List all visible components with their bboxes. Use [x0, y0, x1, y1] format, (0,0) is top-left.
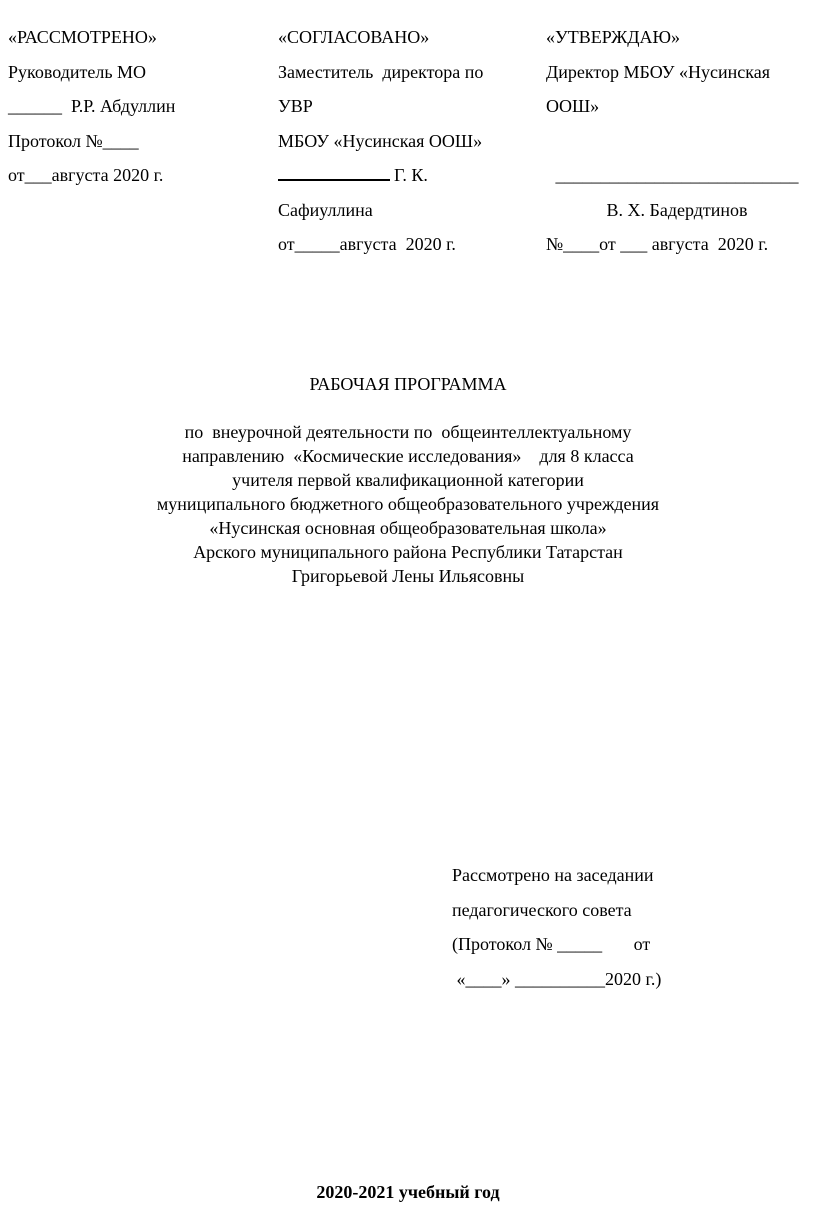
approved-block: [546, 20, 808, 262]
council-line: Рассмотрено на заседании: [452, 865, 654, 885]
agreed-signer-initials: Г. К.: [394, 165, 428, 185]
approved-signature-line: ___________________________: [555, 165, 799, 185]
program-desc-line: Арского муниципального района Республики Татарстан: [193, 542, 623, 562]
council-line: (Протокол № _____ от: [452, 934, 651, 954]
approved-role: Директор МБОУ «Нусинская: [546, 61, 770, 82]
program-desc-line: «Нусинская основная общеобразовательная школа»: [209, 518, 607, 538]
agreed-role: Заместитель директора по: [278, 61, 484, 82]
considered-protocol: Протокол №____: [8, 130, 139, 151]
program-desc-line: направлению «Космические исследования» для 8 класса: [182, 446, 634, 466]
program-title: РАБОЧАЯ ПРОГРАММА: [309, 374, 507, 394]
approved-blank: [546, 124, 808, 159]
considered-block: [8, 20, 268, 193]
agreed-heading: «СОГЛАСОВАНО»: [278, 27, 430, 47]
program-desc-line: учителя первой квалификационной категории: [232, 470, 584, 490]
council-block: [452, 858, 792, 996]
approved-heading: «УТВЕРЖДАЮ»: [546, 27, 681, 47]
agreed-signature-line: [278, 158, 533, 193]
approved-role-cont: ООШ»: [546, 96, 600, 116]
considered-date: от___августа 2020 г.: [8, 165, 164, 185]
considered-signer: ______ Р.Р. Абдуллин: [8, 96, 176, 116]
council-line: «____» __________2020 г.): [452, 968, 662, 989]
agreed-school: МБОУ «Нусинская ООШ»: [278, 130, 483, 151]
agreed-signature-underline: [278, 165, 390, 181]
program-desc-line: по внеурочной деятельности по общеинтеллектуальному: [184, 422, 632, 442]
academic-year: 2020-2021 учебный год: [316, 1182, 500, 1202]
approved-signer-name: В. Х. Бадердтинов: [606, 199, 748, 220]
agreed-block: [278, 20, 533, 262]
program-desc-line: Григорьевой Лены Ильясовны: [291, 566, 525, 586]
council-line: педагогического совета: [452, 899, 632, 920]
program-description: [0, 420, 816, 588]
considered-heading: «РАССМОТРЕНО»: [8, 27, 157, 47]
approved-order: №____от ___ августа 2020 г.: [546, 234, 769, 254]
program-desc-line: муниципального бюджетного общеобразовательного учреждения: [156, 494, 660, 514]
agreed-signer-surname: Сафиуллина: [278, 199, 373, 220]
agreed-date: от_____августа 2020 г.: [278, 234, 456, 254]
considered-role: Руководитель МО: [8, 61, 147, 82]
agreed-role-cont: УВР: [278, 96, 313, 116]
